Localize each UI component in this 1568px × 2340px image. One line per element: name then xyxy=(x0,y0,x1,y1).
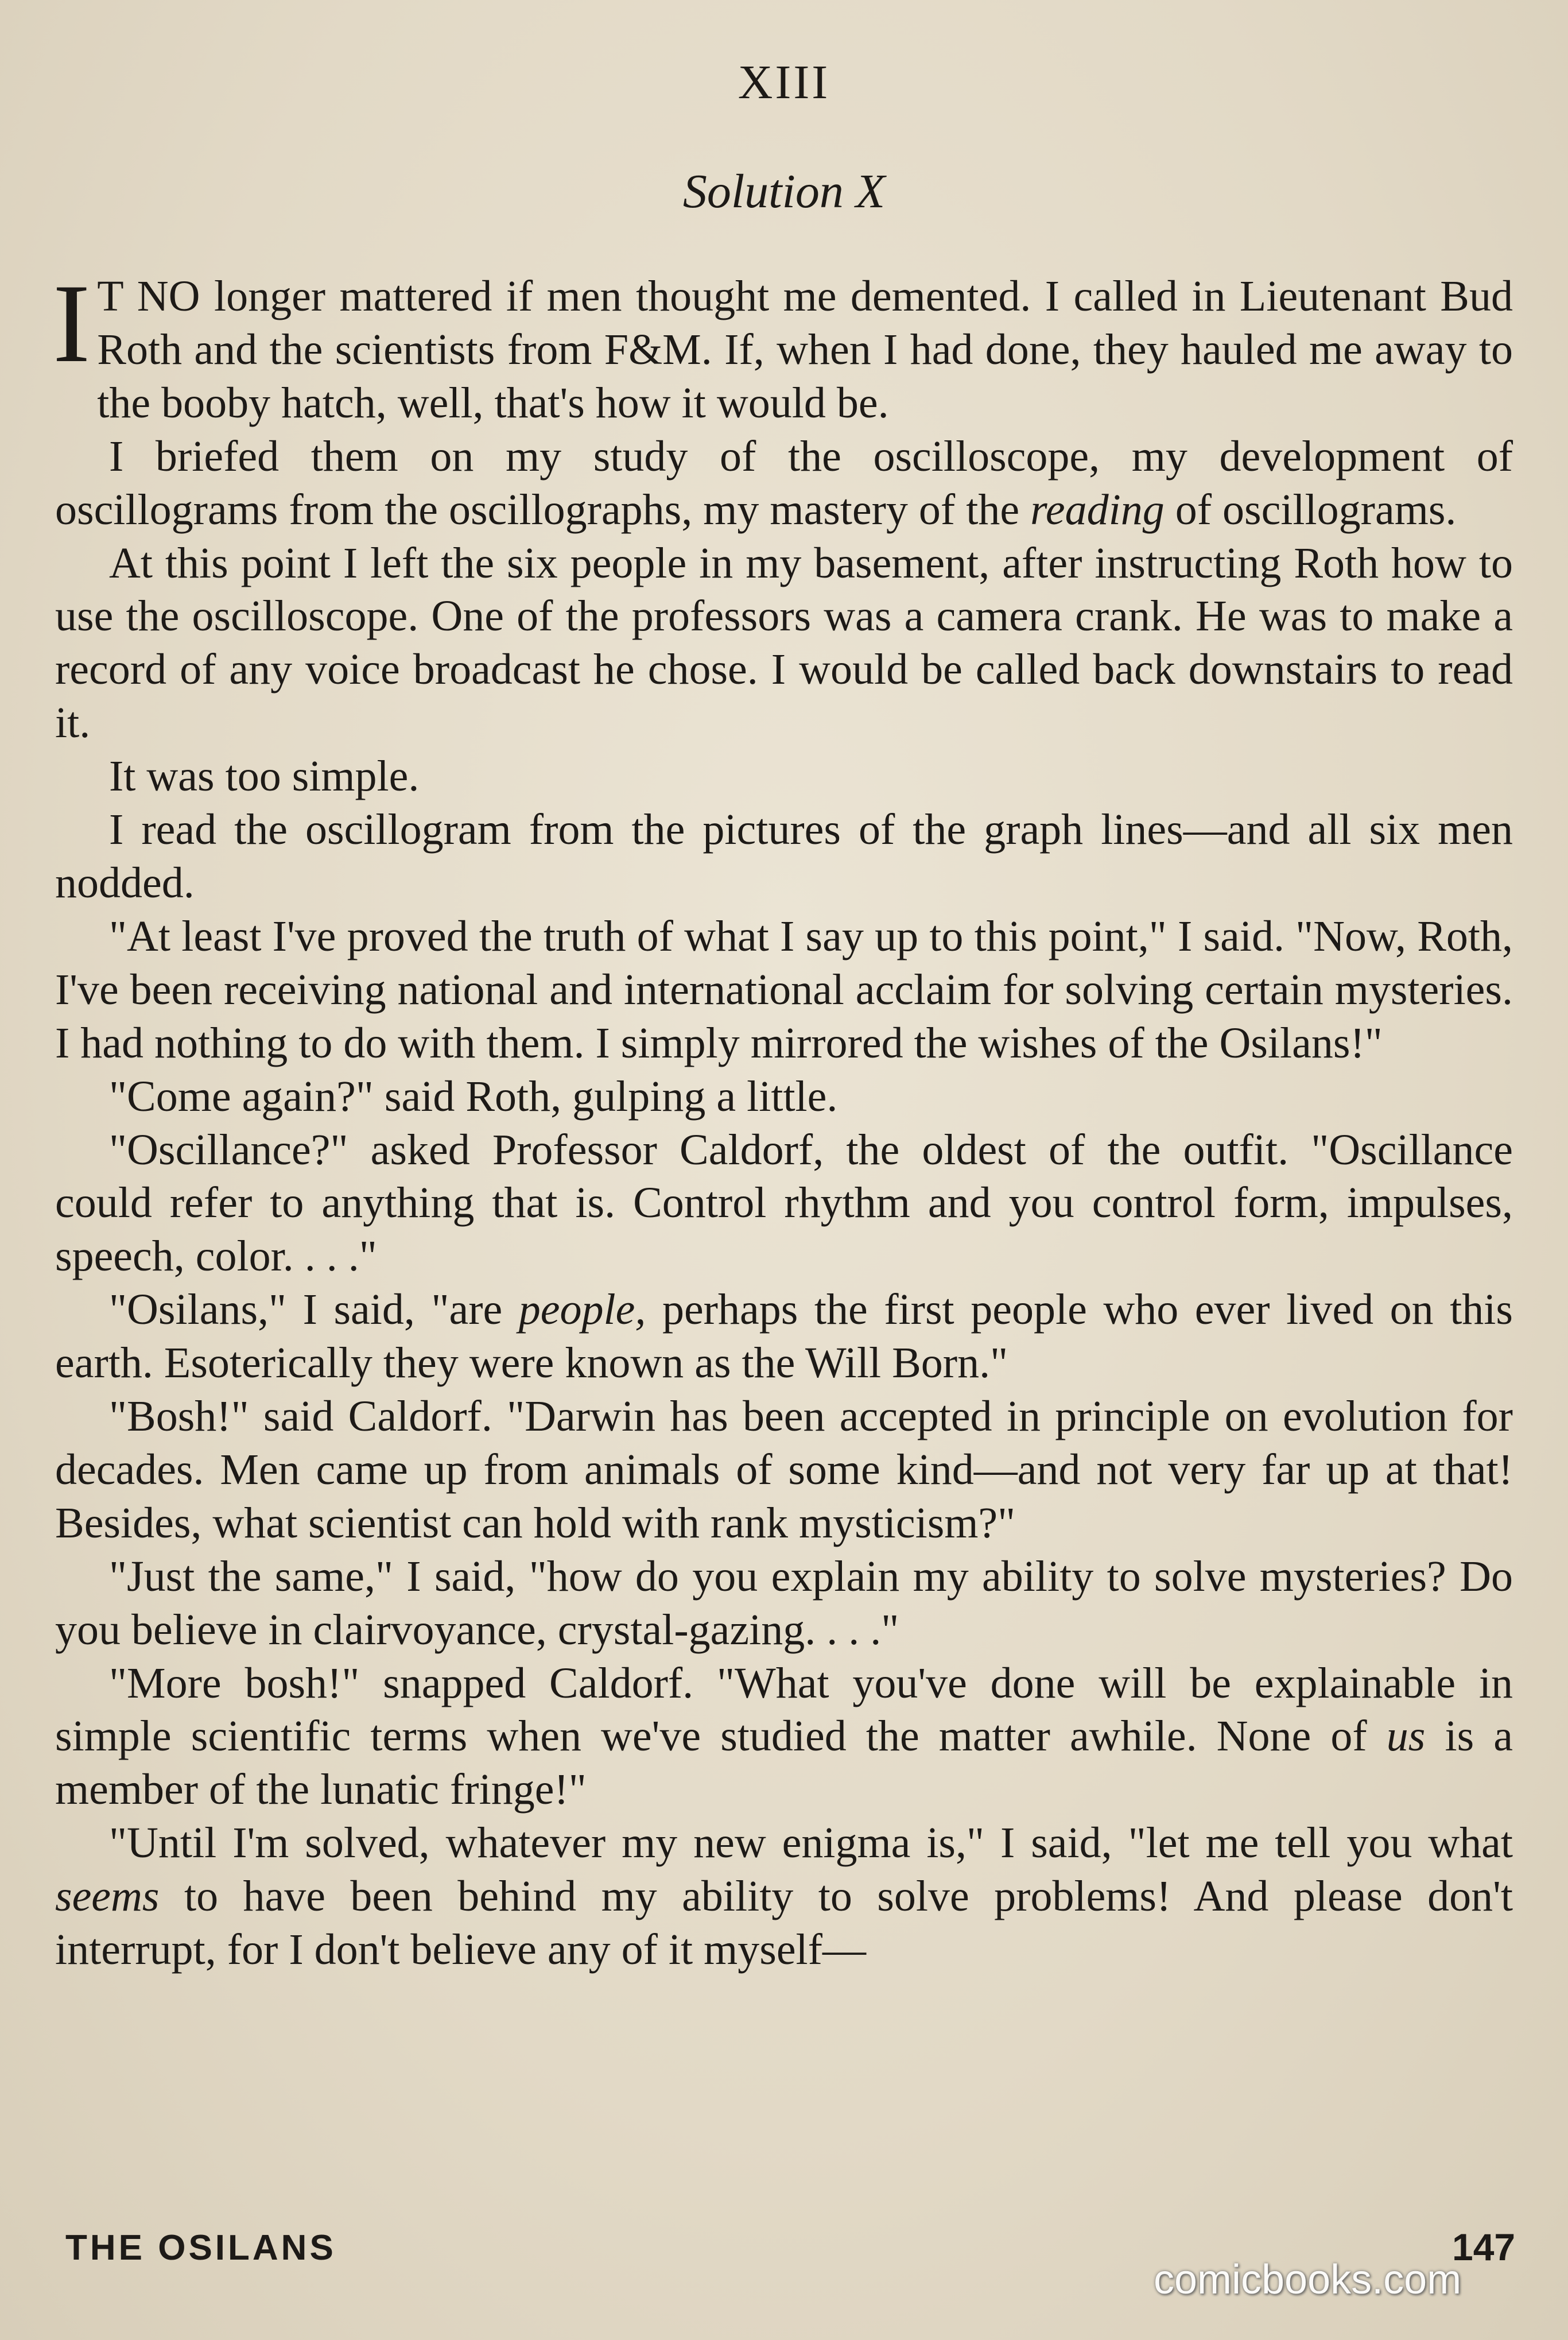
paragraph-6: "At least I've proved the truth of what I say up to this point," I said. "Now, Roth, I've been receiving national and international acclaim for solving certain mysteries. I had nothing to do with them. I simply mirrored the wishes of the Osilans!" xyxy=(55,912,1513,1067)
paragraph-13-text-a: "Until I'm solved, whatever my new enigma is," I said, "let me tell you what xyxy=(109,1819,1513,1868)
page-body xyxy=(53,261,1513,1977)
paragraph-13-text-b: to have been behind my ability to solve problems! And please don't interrupt, for I don't believe any of it myself— xyxy=(55,1872,1513,1974)
paragraph-3: At this point I left the six people in my basement, after instructing Roth how to use the oscilloscope. One of the professors was a camera crank. He was to make a record of any voice broadcast he chose. I would be called back downstairs to read it. xyxy=(55,538,1513,747)
paragraph-13-emphasis: seems xyxy=(55,1872,160,1921)
paragraph-12-text-a: "More bosh!" snapped Caldorf. "What you've done will be explainable in simple scientific terms when we've studied the matter awhile. None of xyxy=(55,1659,1513,1761)
drop-cap: I xyxy=(53,261,91,386)
page-number: 147 xyxy=(1452,2226,1516,2268)
paragraph-9 xyxy=(55,1283,1513,1390)
paragraph-2-emphasis: reading xyxy=(1030,485,1165,534)
paragraph-5: I read the oscillogram from the pictures of the graph lines—and all six men nodded. xyxy=(55,805,1513,907)
chapter-title: Solution X xyxy=(682,165,886,218)
paragraph-12-text-b: is a member of the lunatic fringe!" xyxy=(55,1712,1513,1814)
running-footer-title: THE OSILANS xyxy=(65,2228,336,2268)
paragraph-2-text-a: I briefed them on my study of the oscilloscope, my development of oscillograms from the oscillographs, my mastery of the xyxy=(55,432,1513,534)
paragraph-7: "Come again?" said Roth, gulping a little. xyxy=(109,1072,838,1121)
paragraph-1-text: T NO longer mattered if men thought me demented. I called in Lieutenant Bud Roth and the scientists from F&M. If, when I had done, they hauled me away to the booby hatch, well, that's how it would be. xyxy=(97,272,1513,427)
site-watermark: comicbooks.com xyxy=(1154,2257,1462,2303)
paragraph-12 xyxy=(55,1657,1513,1817)
paragraph-4: It was too simple. xyxy=(109,752,420,801)
paragraph-9-text-a: "Osilans," I said, "are xyxy=(109,1285,519,1334)
chapter-number: XIII xyxy=(738,56,830,109)
paragraph-2 xyxy=(55,430,1513,537)
paragraph-1 xyxy=(53,261,1513,430)
paragraph-10: "Bosh!" said Caldorf. "Darwin has been accepted in principle on evolution for decades. Men came up from animals of some kind—and not very far up at that! Besides, what scientist can hold with rank mysticism?" xyxy=(55,1392,1513,1547)
paragraph-13 xyxy=(55,1816,1513,1977)
paragraph-8: "Oscillance?" asked Professor Caldorf, the oldest of the outfit. "Oscillance could refer to anything that is. Control rhythm and you control form, impulses, speech, color. . . ." xyxy=(55,1125,1513,1281)
paragraph-9-emphasis: people, xyxy=(518,1285,646,1334)
paragraph-11: "Just the same," I said, "how do you explain my ability to solve mysteries? Do you believe in clairvoyance, crystal-gazing. . . ." xyxy=(55,1552,1513,1654)
paragraph-12-emphasis: us xyxy=(1386,1712,1426,1761)
paragraph-9-text-b: perhaps the first people who ever lived on this earth. Esoterically they were known as the Will Born." xyxy=(55,1285,1513,1388)
paragraph-2-text-b: of oscillograms. xyxy=(1164,485,1457,534)
